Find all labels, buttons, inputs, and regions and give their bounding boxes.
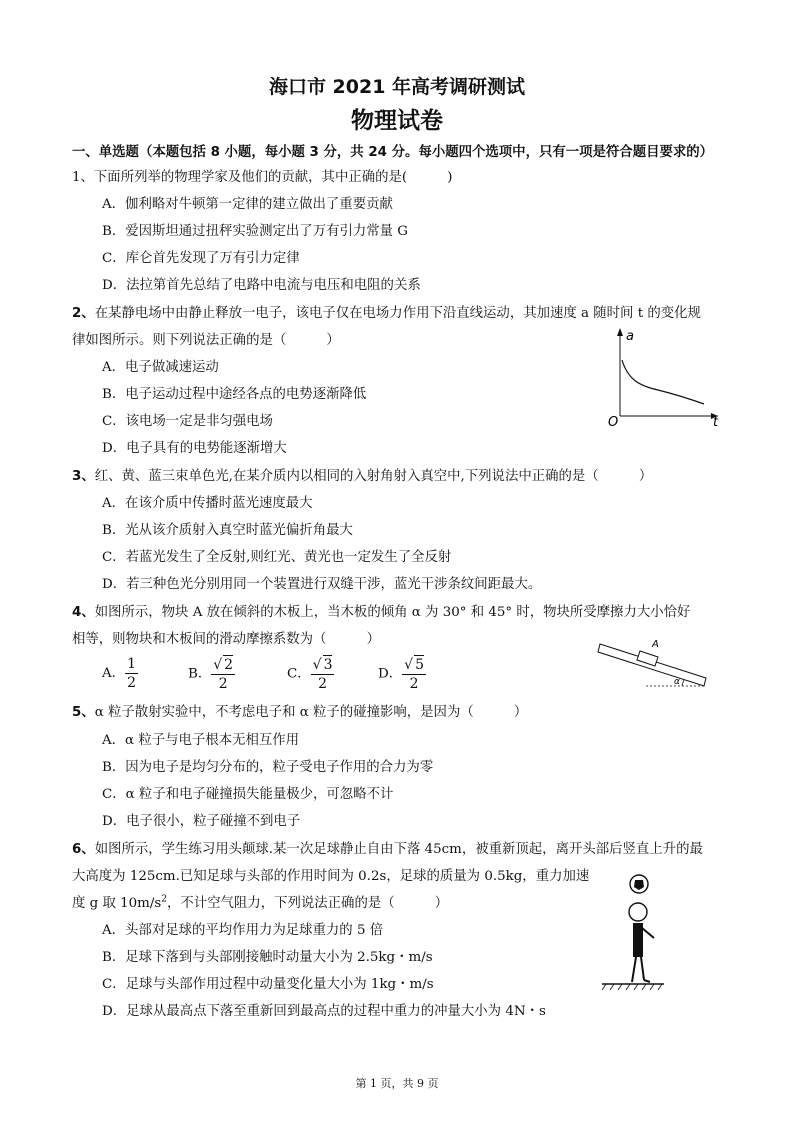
page-footer: 第 1 页，共 9 页: [355, 1077, 439, 1090]
question-1-option-a: A．伽利略对牛顿第一定律的建立做出了重要贡献: [102, 197, 393, 212]
fraction-numerator: √ 3: [312, 657, 333, 673]
question-4-stem-line1: [72, 601, 690, 620]
question-6-number: 6、: [72, 842, 95, 857]
sqrt-radicand: 2: [224, 657, 234, 673]
question-2-option-b: B．电子运动过程中途经各点的电势逐渐降低: [102, 387, 367, 402]
graph-y-label: a: [626, 329, 634, 344]
question-4-option-a: [102, 655, 138, 692]
graph-y-arrow: [617, 328, 623, 336]
question-1-stem: 1、下面所列举的物理学家及他们的贡献，其中正确的是( ): [72, 170, 453, 185]
question-6-stem-line3: [72, 892, 448, 911]
graph-x-label: t: [713, 415, 719, 428]
fraction-denominator: 2: [218, 676, 228, 692]
question-4-stem-text: 如图所示，物块 A 放在倾斜的木板上，当木板的倾角 α 为 30° 和 45° 时，物块所受摩擦力大小恰好: [94, 605, 691, 620]
student-head: [629, 903, 647, 921]
question-5-option-d: D．电子很小，粒子碰撞不到电子: [102, 814, 301, 829]
question-6-stem-text: 如图所示，学生练习用头颠球.某一次足球静止自由下落 45cm，被重新顶起，离开头部后竖直上升的最: [94, 842, 703, 857]
question-5-stem: [72, 701, 527, 720]
question-1-option-b: B．爱因斯坦通过扭秤实验测定出了万有引力常量 G: [102, 224, 408, 239]
question-4-number: 4、: [72, 605, 95, 620]
question-2-option-d: D．电子具有的电势能逐渐增大: [102, 441, 287, 456]
fraction-numerator: √ 2: [213, 657, 234, 673]
document-title: 海口市 2021 年高考调研测试: [268, 76, 526, 98]
inclined-board-figure: [596, 630, 714, 692]
graph-curve: [622, 360, 704, 404]
question-6-stem-line1: [72, 838, 703, 857]
fraction-numerator: √ 5: [404, 657, 424, 673]
question-2-stem-line1: [72, 302, 701, 321]
question-5-option-b: B．因为电子是均匀分布的，粒子受电子作用的合力为零: [102, 760, 434, 775]
question-2-stem-line2: 律如图所示。则下列说法正确的是（ ）: [72, 333, 340, 348]
fraction-denominator: 2: [409, 676, 419, 692]
ground-hatching: [602, 984, 662, 990]
question-6-stem-line2: 大高度为 125cm.已知足球与头部的作用时间为 0.2s，足球的质量为 0.5kg，重力加速: [72, 869, 590, 884]
question-5-option-a: A．α 粒子与电子根本无相互作用: [102, 733, 300, 748]
question-3-option-c: C．若蓝光发生了全反射,则红光、黄光也一定发生了全反射: [102, 550, 452, 565]
question-3-option-b: B．光从该介质射入真空时蓝光偏折角最大: [102, 523, 353, 538]
student-foot: [644, 980, 650, 982]
sqrt-radicand: 5: [415, 657, 424, 673]
question-6-option-b: B．足球下落到与头部刚接触时动量大小为 2.5kg・m/s: [102, 950, 433, 965]
question-4-option-a-fraction: [125, 655, 138, 692]
question-3-option-d: D．若三种色光分别用同一个装置进行双缝干涉，蓝光干涉条纹间距最大。: [102, 577, 542, 592]
student-arm: [642, 928, 654, 938]
question-4-option-c-fraction: [311, 655, 335, 693]
question-6-stem-line3-pre: 度 g 取 10m/s: [72, 896, 162, 911]
question-2-stem-text: 在某静电场中由静止释放一电子，该电子仅在电场力作用下沿直线运动，其加速度 a 随时间 t 的变化规: [94, 306, 701, 321]
question-3-stem: [72, 465, 652, 484]
fraction-denominator: 2: [127, 675, 136, 691]
acceleration-time-graph: [598, 324, 726, 428]
question-6-option-d: D．足球从最高点下落至重新回到最高点的过程中重力的冲量大小为 4N・s: [102, 1004, 546, 1019]
section-heading: 一、单选题（本题包括 8 小题，每小题 3 分，共 24 分。每小题四个选项中，只有一项是符合题目要求的）: [72, 145, 714, 160]
question-4-option-b-fraction: [211, 655, 235, 693]
question-1-option-d: D．法拉第首先总结了电路中电流与电压和电阻的关系: [102, 278, 421, 293]
student-right-leg: [641, 957, 644, 980]
question-4-option-c: [287, 655, 334, 693]
question-4-stem-line2: 相等，则物块和木板间的滑动摩擦系数为（ ）: [72, 632, 380, 647]
question-5-stem-text: α 粒子散射实验中，不考虑电子和 α 粒子的碰撞影响，是因为（ ）: [94, 705, 528, 720]
document-subtitle: 物理试卷: [351, 108, 443, 134]
graph-origin-label: O: [608, 415, 619, 428]
question-4-option-d-fraction: [402, 655, 426, 693]
question-6-option-a: A．头部对足球的平均作用力为足球重力的 5 倍: [102, 923, 384, 938]
sqrt-radicand: 3: [323, 657, 333, 673]
student-left-leg: [632, 957, 636, 982]
question-6-stem-line3-post: ，不计空气阻力，下列说法正确的是（ ）: [166, 896, 449, 911]
angle-label: α: [674, 677, 680, 687]
student-body: [633, 923, 643, 957]
fraction-numerator: 1: [127, 656, 136, 672]
question-4-option-d: [378, 655, 426, 693]
question-3-number: 3、: [72, 469, 95, 484]
block-a-label: A: [652, 639, 659, 650]
angle-arc: [682, 680, 684, 686]
question-3-stem-text: 红、黄、蓝三束单色光,在某介质内以相同的入射角射入真空中,下列说法中正确的是（ ）: [94, 469, 653, 484]
question-4-option-b: [188, 655, 235, 693]
question-4-option-b-label: B．: [188, 666, 212, 682]
question-6-option-c: C．足球与头部作用过程中动量变化量大小为 1kg・m/s: [102, 977, 434, 992]
question-2-option-c: C．该电场一定是非匀强电场: [102, 414, 273, 429]
fraction-denominator: 2: [318, 676, 328, 692]
question-2-option-a: A．电子做减速运动: [102, 360, 219, 375]
question-4-option-c-label: C．: [287, 666, 311, 682]
question-3-option-a: A．在该介质中传播时蓝光速度最大: [102, 496, 313, 511]
question-4-option-d-label: D．: [378, 666, 403, 682]
question-1-option-c: C．库仑首先发现了万有引力定律: [102, 251, 300, 266]
question-5-number: 5、: [72, 705, 95, 720]
question-5-option-c: C．α 粒子和电子碰撞损失能量极少，可忽略不计: [102, 787, 394, 802]
question-2-number: 2、: [72, 306, 95, 321]
question-6-exponent: 2: [161, 894, 167, 905]
heading-ball-figure: [598, 872, 670, 996]
question-4-option-a-label: A．: [102, 666, 126, 681]
